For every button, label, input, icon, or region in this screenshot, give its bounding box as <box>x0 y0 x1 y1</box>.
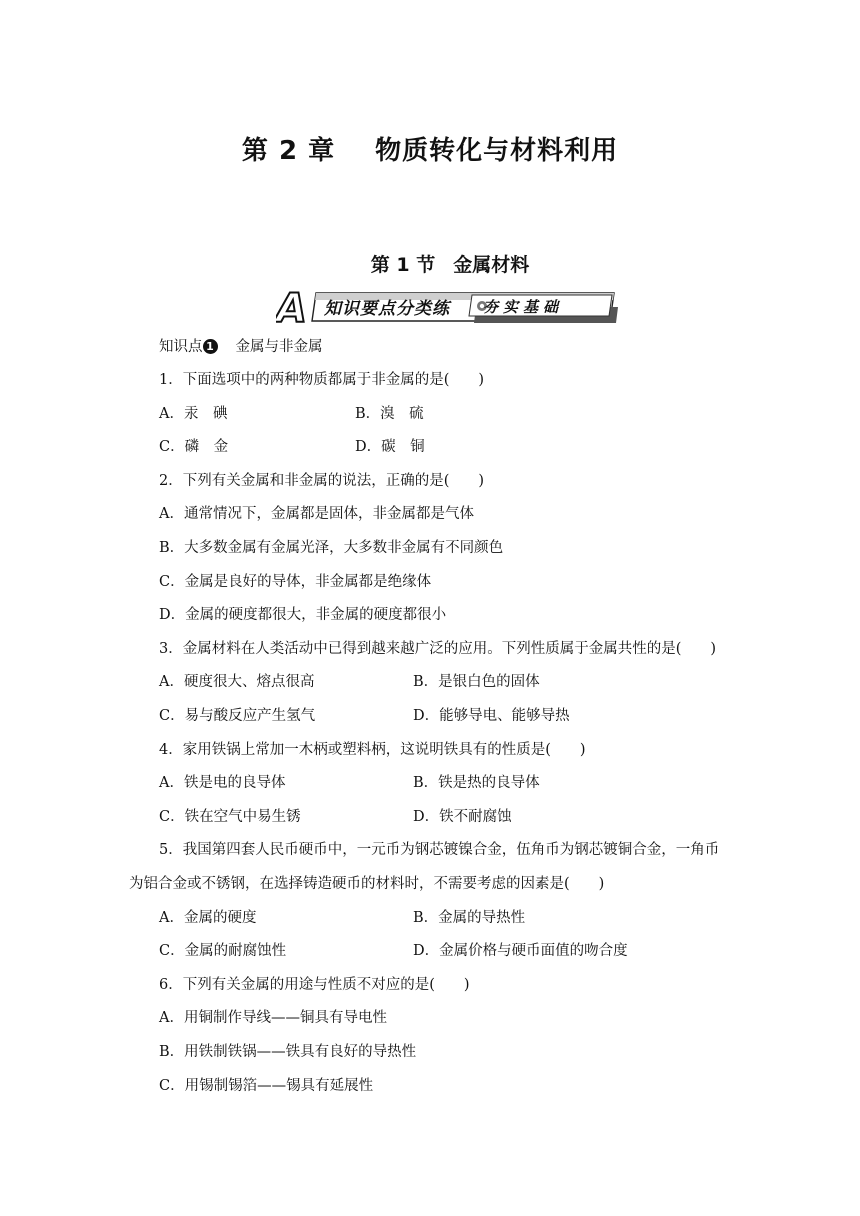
banner-sub-text: 夯实基础 <box>483 298 564 316</box>
answer-option: C．用锡制锡箔——锡具有延展性 <box>159 1078 374 1094</box>
answer-option: A．通常情况下，金属都是固体，非金属都是气体 <box>159 506 474 522</box>
question-stem: 6．下列有关金属的用途与性质不对应的是( ) <box>159 977 470 993</box>
question-stem: 4．家用铁锅上常加一木柄或塑料柄，这说明铁具有的性质是( ) <box>159 742 586 758</box>
answer-option: A．汞 碘 <box>159 406 228 422</box>
answer-option: D．金属价格与硬币面值的吻合度 <box>413 943 628 959</box>
answer-option: B．是银白色的固体 <box>413 674 540 690</box>
answer-option: C．金属的耐腐蚀性 <box>159 943 287 959</box>
answer-option: D．金属的硬度都很大，非金属的硬度都很小 <box>159 607 447 623</box>
knowledge-banner <box>276 289 618 325</box>
answer-option: B．金属的导热性 <box>413 910 526 926</box>
question-stem: 1．下面选项中的两种物质都属于非金属的是( ) <box>159 372 485 388</box>
answer-option: C．金属是良好的导体，非金属都是绝缘体 <box>159 574 432 590</box>
answer-option: A．用铜制作导线——铜具有导电性 <box>159 1010 387 1026</box>
answer-option: D．铁不耐腐蚀 <box>413 809 512 825</box>
banner-letter: A <box>276 289 307 325</box>
question-stem: 3．金属材料在人类活动中已得到越来越广泛的应用。下列性质属于金属共性的是( ) <box>159 641 717 657</box>
knowledge-point-title: 金属与非金属 <box>235 339 323 355</box>
answer-option: B．用铁制铁锅——铁具有良好的导热性 <box>159 1044 417 1060</box>
answer-option: B．铁是热的良导体 <box>413 775 540 791</box>
answer-option: A．金属的硬度 <box>159 910 257 926</box>
chapter-name: 物质转化与材料利用 <box>375 136 619 166</box>
question-stem: 5．我国第四套人民币硬币中，一元币为钢芯镀镍合金，伍角币为钢芯镀铜合金，一角币 <box>159 842 720 858</box>
question-stem: 为铝合金或不锈钢，在选择铸造硬币的材料时，不需要考虑的因素是( ) <box>129 876 605 892</box>
knowledge-point-heading <box>159 337 323 357</box>
answer-option: B．大多数金属有金属光泽，大多数非金属有不同颜色 <box>159 540 504 556</box>
answer-option: C．磷 金 <box>159 439 229 455</box>
answer-option: D．碳 铜 <box>355 439 425 455</box>
chapter-number: 第 2 章 <box>241 136 336 166</box>
answer-option: A．铁是电的良导体 <box>159 775 286 791</box>
chapter-title <box>0 130 860 167</box>
answer-option: D．能够导电、能够导热 <box>413 708 570 724</box>
section-name: 金属材料 <box>453 254 530 276</box>
knowledge-point-label: 知识点 <box>159 339 203 355</box>
answer-option: C．铁在空气中易生锈 <box>159 809 301 825</box>
answer-option: C．易与酸反应产生氢气 <box>159 708 316 724</box>
answer-option: A．硬度很大、熔点很高 <box>159 674 315 690</box>
section-number: 第 1 节 <box>370 254 436 276</box>
answer-option: B．溴 硫 <box>355 406 424 422</box>
question-stem: 2．下列有关金属和非金属的说法，正确的是( ) <box>159 473 485 489</box>
banner-main-text: 知识要点分类练 <box>324 299 450 319</box>
knowledge-point-number-badge: 1 <box>203 339 218 354</box>
section-title <box>0 250 860 277</box>
